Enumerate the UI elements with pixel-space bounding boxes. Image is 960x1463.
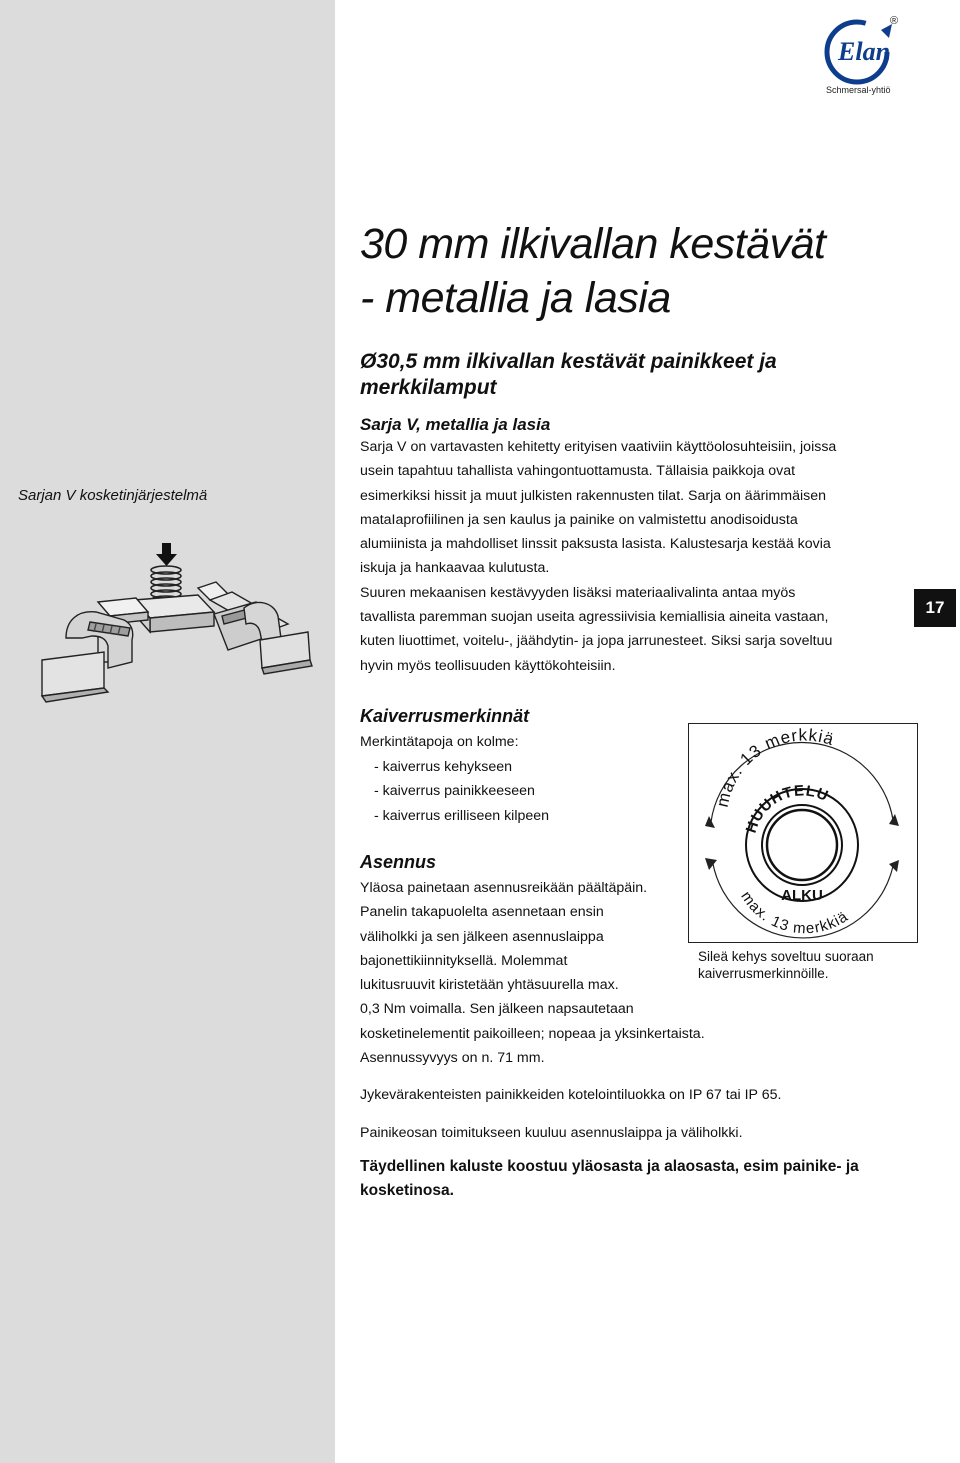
right-contact — [198, 582, 312, 674]
engraving-intro: Merkintätapoja on kolme: — [360, 734, 519, 750]
ring-bottom-label: ALKU — [781, 887, 823, 904]
arc-top-label: max. 13 merkkiä — [712, 725, 837, 809]
sidebar — [0, 0, 335, 1463]
arc-bottom-label: max. 13 merkkiä — [737, 888, 852, 938]
engraving-heading: Kaiverrusmerkinnät — [360, 706, 530, 726]
installation-text: Yläosa painetaan asennusreikään päältäpäin. Panelin takapuolelta asennetaan ensin väliholkki ja sen jälkeen asennuslaippa bajonettikiinnityksellä. Molemmat lukitusruuvit kiristetään yhtäsuurella max. 0,3 Nm voimalla. Sen jälkeen napsautetaan kosketinelementit paikoilleen; nopeaa ja yksinkertaista. Asennussyvyys on n. 71 mm. — [360, 880, 705, 1067]
page-number-badge: 17 — [914, 589, 956, 627]
list-item: - kaiverrus erilliseen kilpeen — [374, 807, 550, 824]
sidebar-title: Sarjan V kosketinjärjestelmä — [18, 487, 208, 504]
protection-note: Jykevärakenteisten painikkeiden kotelointiluokka on IP 67 tai IP 65. — [360, 1087, 782, 1103]
series-description: Sarja V on vartavasten kehitetty erityisen vaativiin käyttöolosuhteisiin, joissa usein tapahtuu tahallista vahingontuottamusta. Tällaisia paikkoja ovat esimerkiksi hissit ja muut julkisten rakennusten tilat. Sarja on äärimmäisen mataIaprofiilinen ja sen kaulus ja painike on valmistettu anodisoidusta alumiinista ja mahdolliset linssit paksusta lasista. Kalustesarja kestää kovia iskuja ja hankaavaa kulutusta. Suuren mekaanisen kestävyyden lisäksi materiaalivalinta antaa myös tavallista paremman suojan useita agressiivisia kemiallisia aineita vastaan, kuten liuottimet, voitelu-, jäähdytin- ja jopa jarrunesteet. Siksi sarja soveltuu hyvin myös teollisuuden käyttökohteisiin. — [360, 439, 837, 674]
list-item: - kaiverrus painikkeeseen — [374, 783, 535, 800]
logo-subtitle: Schmersal-yhtiö — [826, 85, 891, 95]
engraving-list — [374, 755, 549, 828]
page-subtitle: Ø30,5 mm ilkivallan kestävät painikkeet ja merkkilamput — [360, 350, 777, 399]
registered-mark: ® — [890, 15, 899, 27]
figure-caption: Sileä kehys soveltuu suoraan kaiverrusmerkinnöille. — [698, 949, 874, 981]
installation-heading: Asennus — [360, 852, 437, 872]
left-contact — [42, 598, 148, 702]
logo-brand: Elan — [838, 37, 891, 66]
ring-top-label: HUUHTELU — [742, 782, 832, 836]
list-item: - kaiverrus kehykseen — [374, 759, 512, 775]
delivery-note: Painikeosan toimitukseen kuuluu asennuslaippa ja väliholkki. — [360, 1125, 743, 1141]
down-arrow-icon — [156, 543, 177, 566]
contact-element-illustration — [38, 540, 318, 710]
series-heading: Sarja V, metallia ja lasia — [360, 415, 551, 434]
complete-set-note: Täydellinen kaluste koostuu yläosasta ja alaosasta, esim painike- ja kosketinosa. — [360, 1158, 859, 1199]
page-title: 30 mm ilkivallan kestävät - metallia ja lasia — [360, 220, 826, 322]
